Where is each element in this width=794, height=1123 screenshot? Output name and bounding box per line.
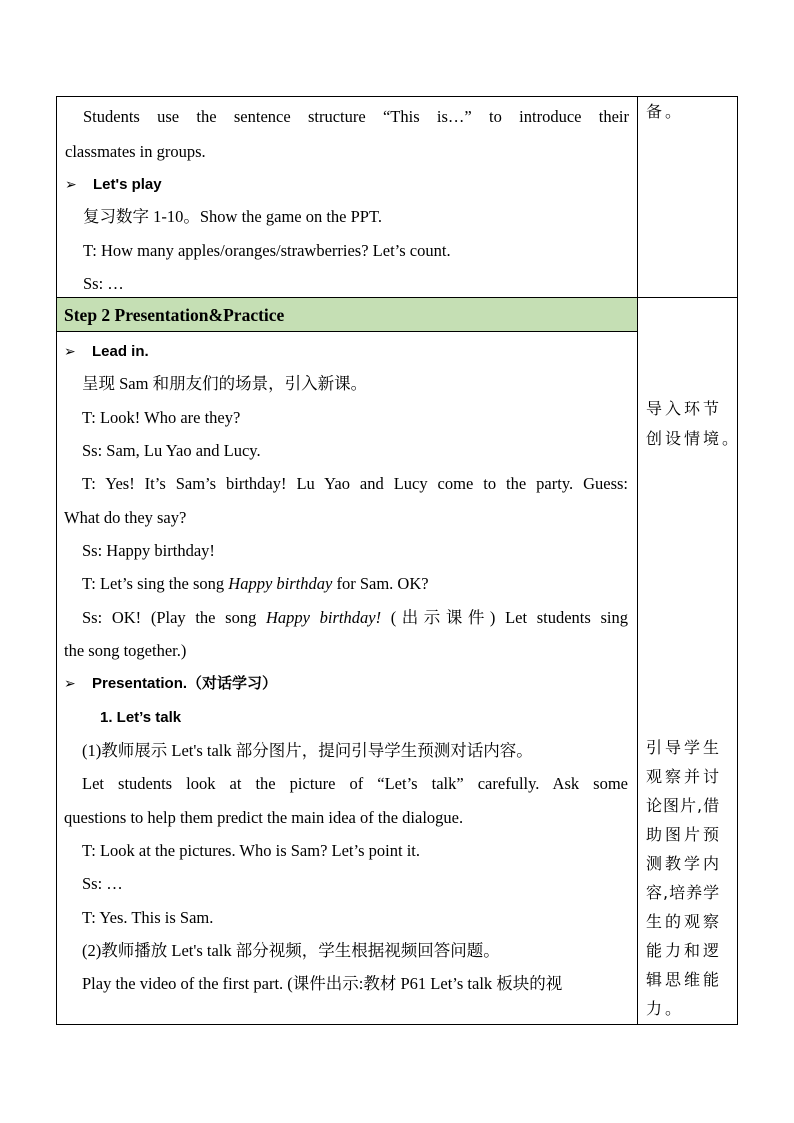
presentation-bullet: ➢ Presentation.（对话学习） [64, 675, 278, 692]
content-line: T: Yes. This is Sam. [82, 908, 214, 927]
note1-line: 创设情境。 [646, 429, 742, 448]
note2-line: 能力和逻 [646, 941, 723, 960]
row1-line: T: How many apples/oranges/strawberries? Let’s count. [83, 241, 451, 260]
lead-in-bullet: ➢ Lead in. [64, 343, 149, 360]
content-line: What do they say? [64, 508, 187, 527]
row1-content-cell [56, 96, 638, 298]
content-line: T: Yes! It’s Sam’s birthday! Lu Yao and Lucy come to the party. Guess: [82, 474, 628, 493]
content-line: (2)教师播放 Let's talk 部分视频，学生根据视频回答问题。 [82, 941, 500, 960]
row1-line: Students use the sentence structure “This is…” to introduce their [83, 107, 629, 126]
note2-line: 观察并讨 [646, 767, 723, 786]
row1-line: classmates in groups. [65, 142, 206, 161]
step2-header [56, 297, 638, 332]
note2-line: 测教学内 [646, 854, 723, 873]
note2-line: 力。 [646, 999, 685, 1018]
note2-line: 容,培养学 [646, 883, 721, 902]
content-line: Let students look at the picture of “Let’s talk” carefully. Ask some [82, 774, 628, 793]
arrow-bullet-icon: ➢ [64, 676, 76, 692]
row1-line: 复习数字 1-10。Show the game on the PPT. [83, 207, 382, 226]
content-line: (1)教师展示 Let's talk 部分图片，提问引导学生预测对话内容。 [82, 741, 533, 760]
lets-play-bullet: ➢ Let's play [65, 176, 162, 193]
note2-line: 引导学生 [646, 738, 723, 757]
arrow-bullet-icon: ➢ [65, 177, 77, 193]
lesson-plan-table [56, 96, 742, 1025]
row1-note-cell [637, 96, 738, 298]
step2-note-cell [637, 297, 742, 1025]
step2-title: Step 2 Presentation&Practice [64, 305, 285, 325]
arrow-bullet-icon: ➢ [64, 344, 76, 360]
content-line: Play the video of the first part. (课件出示:教材 P61 Let’s talk 板块的视 [82, 974, 563, 993]
content-line: 呈现 Sam 和朋友们的场景，引入新课。 [82, 374, 368, 393]
content-line: Ss: OK! (Play the song Happy birthday! (出示课件) Let students sing [82, 608, 628, 627]
content-line: Ss: Sam, Lu Yao and Lucy. [82, 441, 261, 460]
row1-note: 备。 [646, 102, 685, 121]
content-line: T: Let’s sing the song Happy birthday for Sam. OK? [82, 574, 429, 593]
content-line: Ss: Happy birthday! [82, 541, 215, 560]
note2-line: 辑思维能 [646, 970, 723, 989]
note2-line: 助图片预 [646, 825, 723, 844]
note1-line: 导入环节 [646, 399, 723, 418]
note2-line: 论图片,借 [646, 796, 721, 815]
content-line: the song together.) [64, 641, 187, 660]
content-line: questions to help them predict the main idea of the dialogue. [64, 808, 464, 827]
content-line: T: Look! Who are they? [82, 408, 241, 427]
row1-line: Ss: … [83, 274, 124, 293]
note2-line: 生的观察 [646, 912, 723, 931]
content-line: Ss: … [82, 874, 123, 893]
lets-talk-subheading: 1. Let’s talk [100, 709, 182, 726]
content-line: T: Look at the pictures. Who is Sam? Let’s point it. [82, 841, 420, 860]
